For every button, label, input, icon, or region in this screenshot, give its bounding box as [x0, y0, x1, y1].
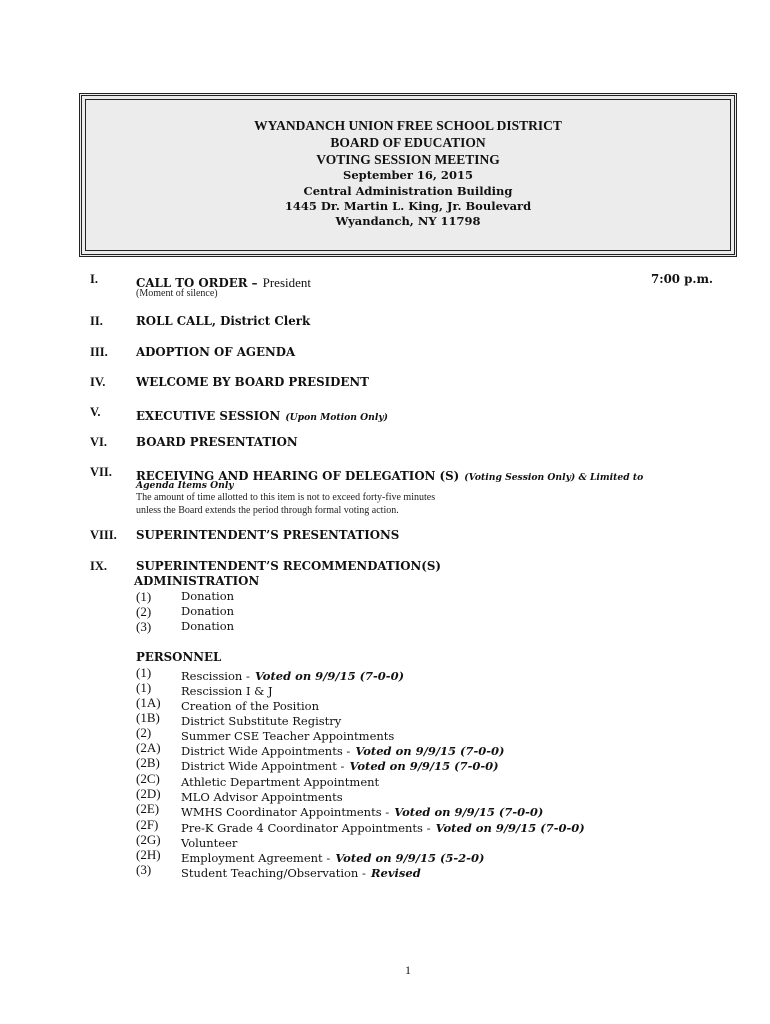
- voted-status: Voted on 9/9/15 (7-0-0): [355, 744, 505, 758]
- meeting-city: Wyandanch, NY 11798: [335, 214, 481, 228]
- agenda-number-vii: VII.: [90, 465, 112, 479]
- agenda-number-iv: IV.: [90, 375, 106, 389]
- meeting-address: 1445 Dr. Martin L. King, Jr. Boulevard: [284, 199, 532, 213]
- agenda-qualifier: (Voting Session Only) & Limited to: [464, 472, 644, 483]
- header-box: [79, 93, 737, 257]
- agenda-number-v: V.: [90, 405, 101, 419]
- agenda-item-roll-call: ROLL CALL, District Clerk: [136, 314, 311, 328]
- district-name: WYANDANCH UNION FREE SCHOOL DISTRICT: [254, 118, 562, 133]
- agenda-qualifier: (Upon Motion Only): [285, 412, 389, 423]
- item-text: Rescission I & J: [181, 684, 273, 698]
- item-code: (3): [136, 619, 152, 634]
- item-text: Volunteer: [181, 836, 238, 850]
- agenda-note: (Moment of silence): [136, 288, 218, 299]
- item-text: Creation of the Position: [181, 699, 319, 713]
- agenda-item-executive-session: [136, 405, 388, 424]
- agenda-item-superintendent-recommendations: SUPERINTENDENT’S RECOMMENDATION(S): [136, 559, 441, 573]
- item-code: (2D): [136, 786, 161, 801]
- voted-status: Voted on 9/9/15 (5-2-0): [335, 851, 485, 865]
- voted-status: Revised: [370, 866, 421, 880]
- item-text: Donation: [181, 589, 235, 603]
- item-text: Donation: [181, 619, 235, 633]
- agenda-number-iii: III.: [90, 345, 108, 359]
- item-text: Athletic Department Appointment: [181, 775, 380, 789]
- item-code: (1B): [136, 710, 160, 725]
- item-text: Summer CSE Teacher Appointments: [181, 729, 395, 743]
- list-item: [181, 862, 421, 881]
- item-code: (2B): [136, 755, 160, 770]
- item-code: (1A): [136, 695, 161, 710]
- item-code: (2H): [136, 847, 161, 862]
- meeting-building: Central Administration Building: [303, 184, 513, 198]
- agenda-item-adoption: ADOPTION OF AGENDA: [136, 345, 296, 359]
- personnel-heading: PERSONNEL: [136, 650, 222, 664]
- voted-status: Voted on 9/9/15 (7-0-0): [435, 821, 585, 835]
- agenda-note-line-1: The amount of time allotted to this item is not to exceed forty-five minutes: [136, 492, 436, 503]
- voted-status: Voted on 9/9/15 (7-0-0): [394, 805, 544, 819]
- item-text: Rescission -: [181, 669, 250, 683]
- agenda-number-ii: II.: [90, 314, 103, 328]
- item-code: (2A): [136, 740, 161, 755]
- item-code: (2G): [136, 832, 161, 847]
- item-text: Employment Agreement -: [181, 851, 331, 865]
- item-text: MLO Advisor Appointments: [181, 790, 343, 804]
- item-code: (1): [136, 665, 152, 680]
- agenda-title: CALL TO ORDER –: [136, 276, 258, 290]
- item-text: Pre-K Grade 4 Coordinator Appointments -: [181, 821, 431, 835]
- meeting-date: September 16, 2015: [343, 168, 473, 182]
- item-code: (1): [136, 680, 152, 695]
- agenda-qualifier-continued: Agenda Items Only: [136, 480, 234, 491]
- item-code: (3): [136, 862, 152, 877]
- agenda-number-i: I.: [90, 272, 98, 286]
- item-text: District Substitute Registry: [181, 714, 342, 728]
- item-code: (2): [136, 604, 152, 619]
- list-item: [181, 817, 585, 836]
- voted-status: Voted on 9/9/15 (7-0-0): [254, 669, 405, 683]
- agenda-title: EXECUTIVE SESSION: [136, 409, 281, 423]
- agenda-number-viii: VIII.: [90, 528, 117, 542]
- agenda-number-vi: VI.: [90, 435, 108, 449]
- agenda-title-rest: President: [262, 275, 311, 290]
- agenda-number-ix: IX.: [90, 559, 108, 573]
- voted-status: Voted on 9/9/15 (7-0-0): [349, 759, 499, 773]
- agenda-note-line-2: unless the Board extends the period through formal voting action.: [136, 505, 399, 516]
- board-name: BOARD OF EDUCATION: [330, 135, 486, 150]
- item-code: (1): [136, 589, 152, 604]
- item-text: Donation: [181, 604, 235, 618]
- item-text: District Wide Appointment -: [181, 759, 345, 773]
- agenda-item-superintendent-presentations: SUPERINTENDENT’S PRESENTATIONS: [136, 528, 400, 542]
- administration-heading: ADMINISTRATION: [134, 574, 260, 588]
- item-text: District Wide Appointments -: [181, 744, 351, 758]
- agenda-item-welcome: WELCOME BY BOARD PRESIDENT: [136, 375, 369, 389]
- page-number: 1: [405, 963, 411, 977]
- agenda-title: RECEIVING AND HEARING OF DELEGATION (S): [136, 469, 460, 483]
- meeting-time: 7:00 p.m.: [651, 272, 714, 286]
- item-code: (2): [136, 725, 152, 740]
- agenda-item-board-presentation: BOARD PRESENTATION: [136, 435, 298, 449]
- item-text: Student Teaching/Observation -: [181, 866, 366, 880]
- item-code: (2C): [136, 771, 160, 786]
- item-code: (2F): [136, 817, 159, 832]
- item-text: WMHS Coordinator Appointments -: [181, 805, 390, 819]
- item-code: (2E): [136, 801, 160, 816]
- meeting-type: VOTING SESSION MEETING: [316, 152, 500, 167]
